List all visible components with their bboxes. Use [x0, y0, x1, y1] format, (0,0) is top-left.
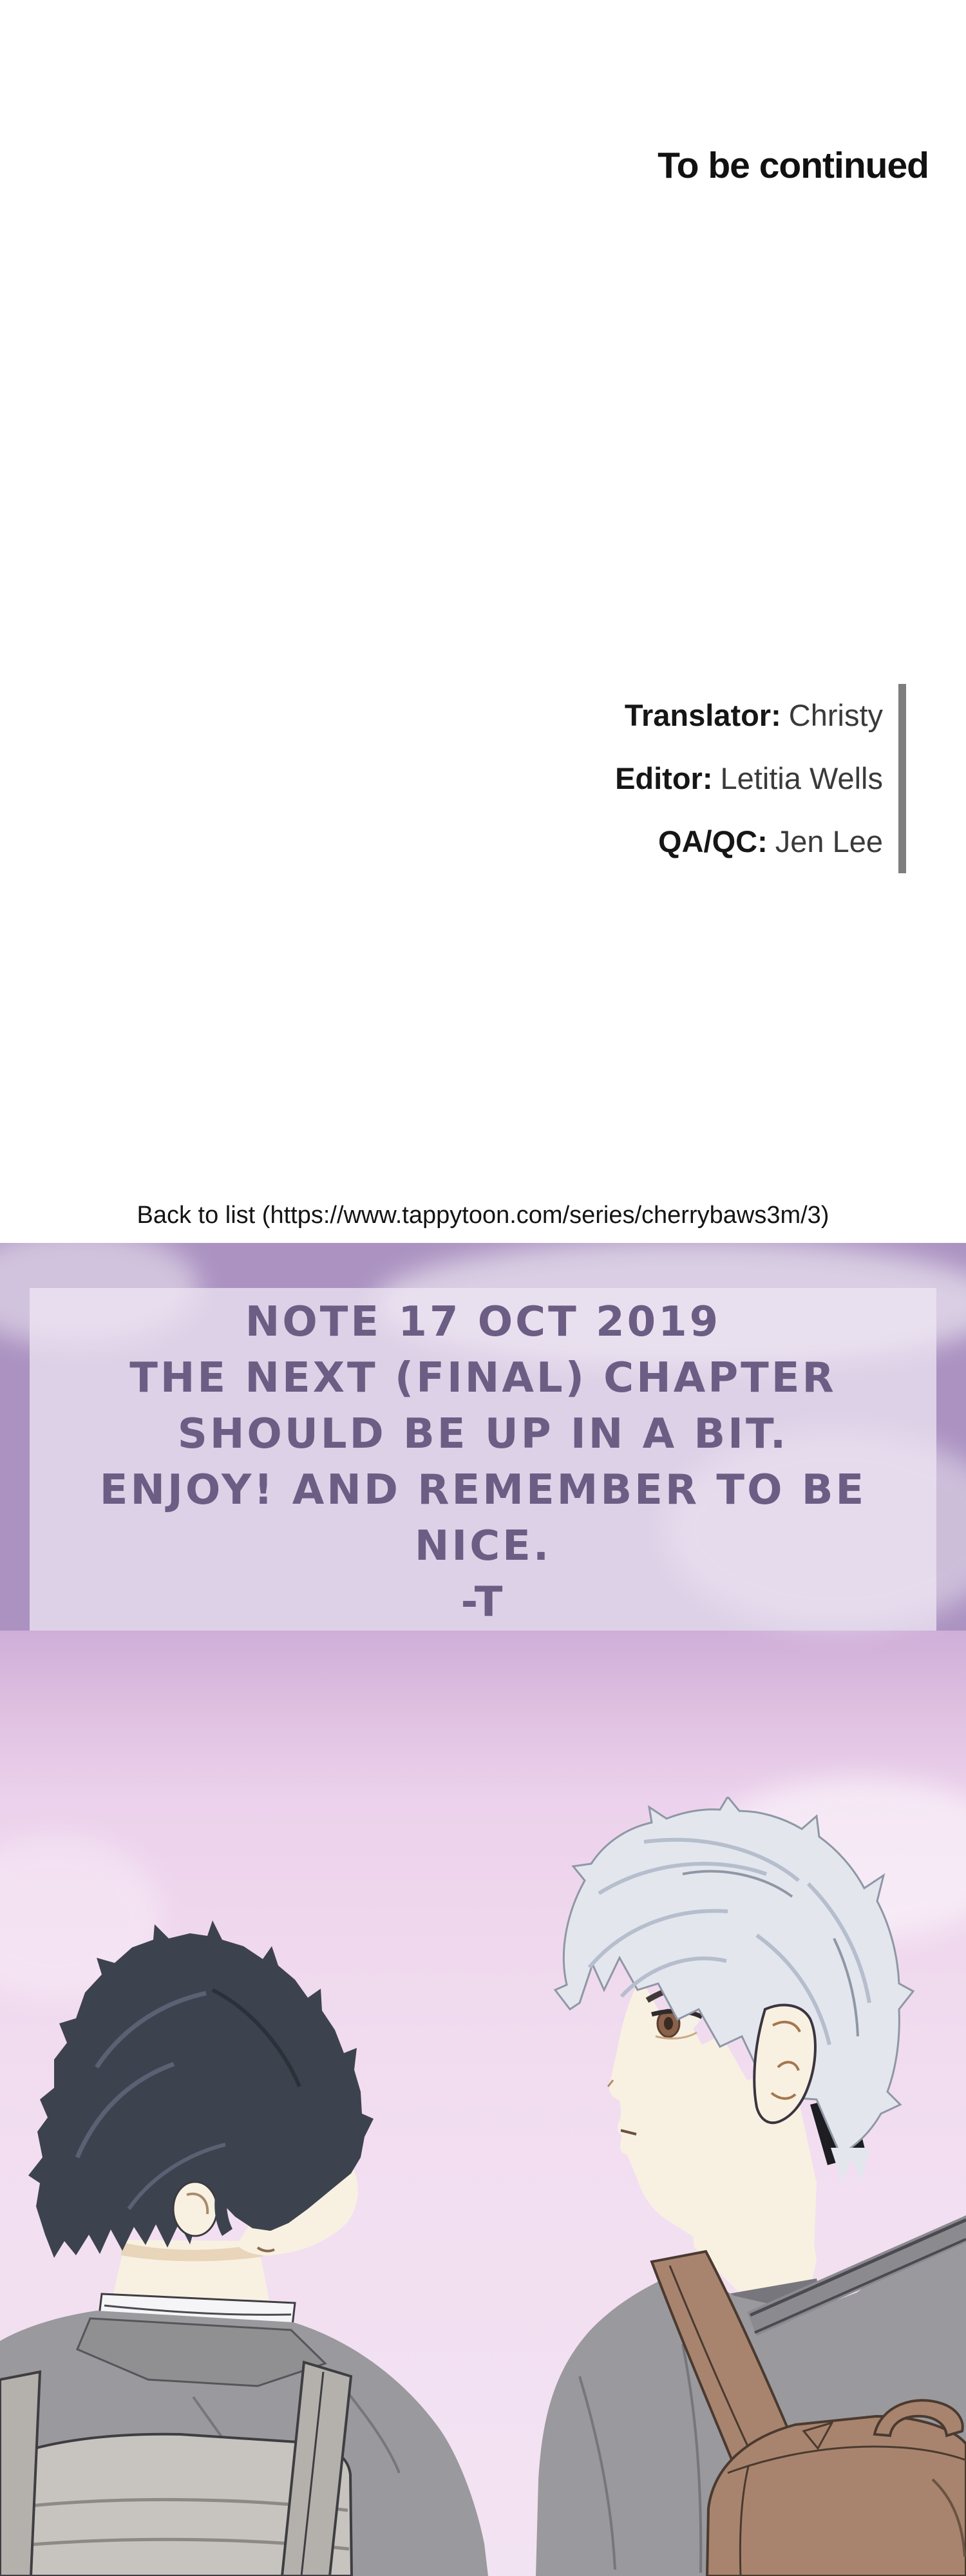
sky-section [0, 1243, 966, 2576]
author-note-panel [30, 1288, 936, 1631]
credit-value: Christy [788, 698, 883, 732]
credit-label: Editor: [615, 761, 713, 795]
back-link-row [0, 1202, 966, 1229]
two-characters-illustration [0, 1797, 966, 2576]
ear [173, 2182, 217, 2236]
dark-haired-character [0, 1920, 488, 2576]
credit-row-translator [615, 684, 883, 747]
ear [754, 2005, 815, 2123]
credit-value: Jen Lee [775, 824, 883, 858]
note-line: NOTE 17 OCT 2019 [245, 1298, 721, 1346]
back-to-list-link[interactable]: Back to list (https://www.tappytoon.com/series/cherrybaws3m/3) [137, 1202, 829, 1229]
credits-block [615, 684, 906, 873]
note-line: -T [460, 1578, 506, 1626]
credit-row-qaqc [615, 810, 883, 873]
author-note-text [30, 1288, 936, 1631]
note-line: ENJOY! AND REMEMBER TO BE [99, 1466, 867, 1514]
credit-label: Translator: [624, 698, 781, 732]
note-line: NICE. [414, 1522, 552, 1570]
note-line: THE NEXT (FINAL) CHAPTER [129, 1354, 837, 1402]
to-be-continued-text: To be continued [658, 145, 929, 186]
silver-haired-character [536, 1797, 966, 2576]
note-line: SHOULD BE UP IN A BIT. [177, 1410, 789, 1458]
credit-row-editor [615, 747, 883, 810]
credit-label: QA/QC: [658, 824, 768, 858]
credit-value: Letitia Wells [720, 761, 883, 795]
